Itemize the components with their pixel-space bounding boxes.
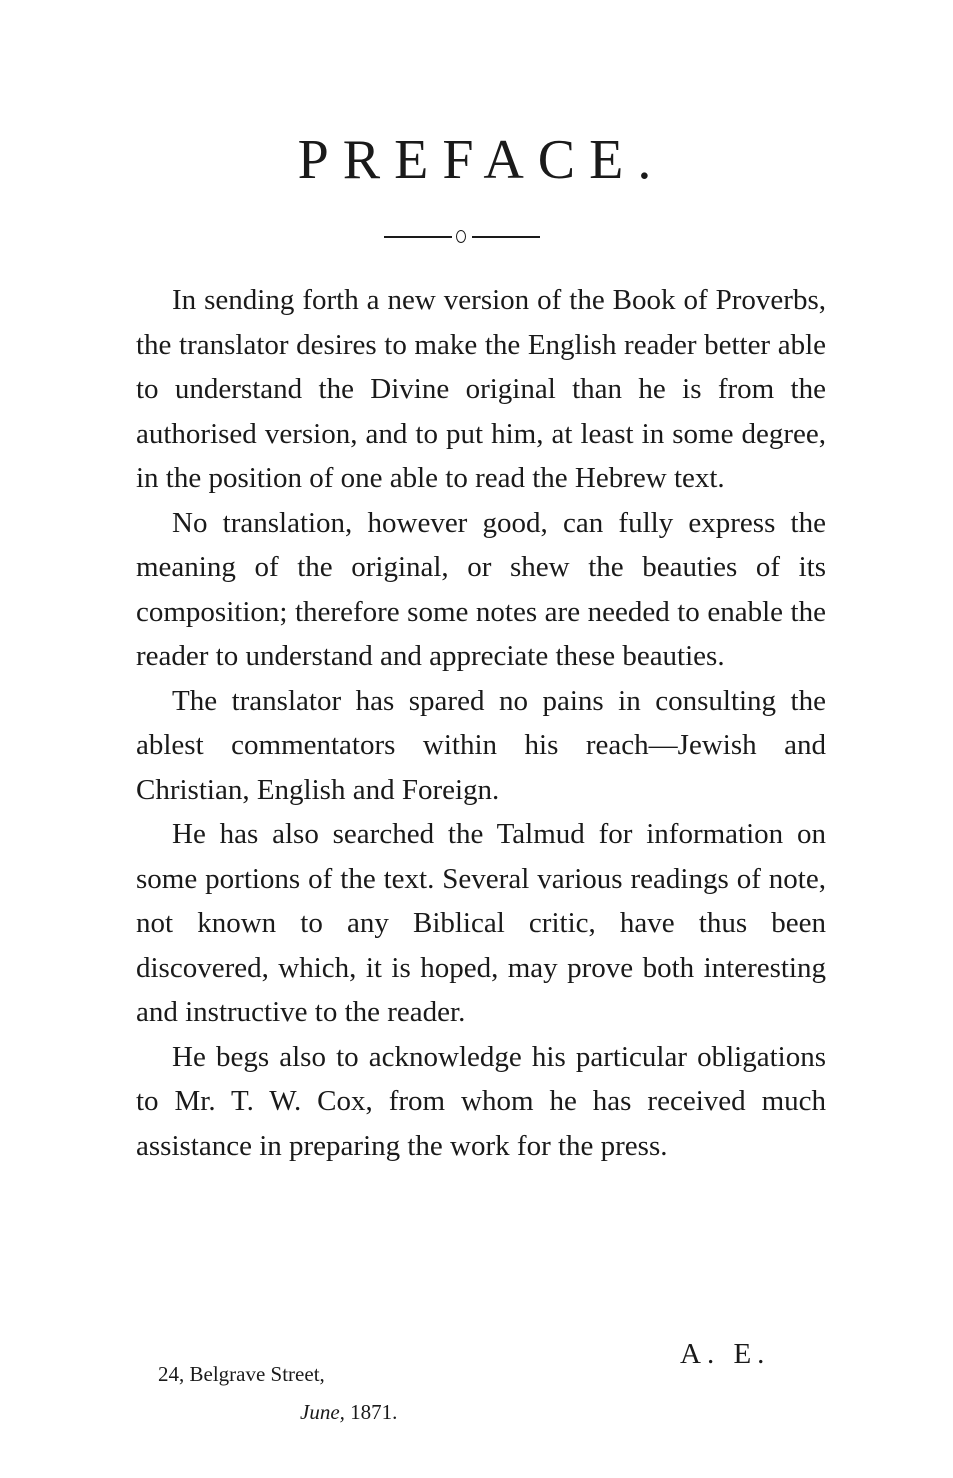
ornament-rule-left	[384, 236, 452, 238]
date-month: June,	[300, 1400, 345, 1424]
title-ornament	[384, 226, 544, 246]
ornament-circle-icon	[456, 230, 466, 243]
page-title: PREFACE.	[297, 129, 666, 191]
paragraph-4: He has also searched the Talmud for information on some portions of the text. Several various readings of note, not known to any Biblical critic, have thus been discovered, which, it is hoped, may prove both interesting and instructive to the reader.	[136, 818, 826, 1028]
author-signature: A. E.	[680, 1338, 771, 1370]
ornament-rule-right	[472, 236, 540, 238]
paragraph-2: No translation, however good, can fully express the meaning of the original, or shew the beauties of its composition; therefore some notes are needed to enable the reader to understand and appreciate these beauties.	[136, 506, 826, 672]
author-address: 24, Belgrave Street,	[158, 1362, 325, 1386]
preface-body	[136, 278, 826, 1168]
paragraph-1: In sending forth a new version of the Book of Proverbs, the translator desires to make the English reader better able to understand the Divine original than he is from the authorised version, and to put him, at least in some degree, in the position of one able to read the Hebrew text.	[136, 284, 826, 494]
date-year: 1871.	[350, 1400, 398, 1424]
paragraph-3: The translator has spared no pains in consulting the ablest commentators within his reach—Jewish and Christian, English and Foreign.	[136, 684, 826, 806]
preface-date	[300, 1400, 397, 1425]
paragraph-5: He begs also to acknowledge his particular obligations to Mr. T. W. Cox, from whom he has received much assistance in preparing the work for the press.	[136, 1040, 826, 1162]
